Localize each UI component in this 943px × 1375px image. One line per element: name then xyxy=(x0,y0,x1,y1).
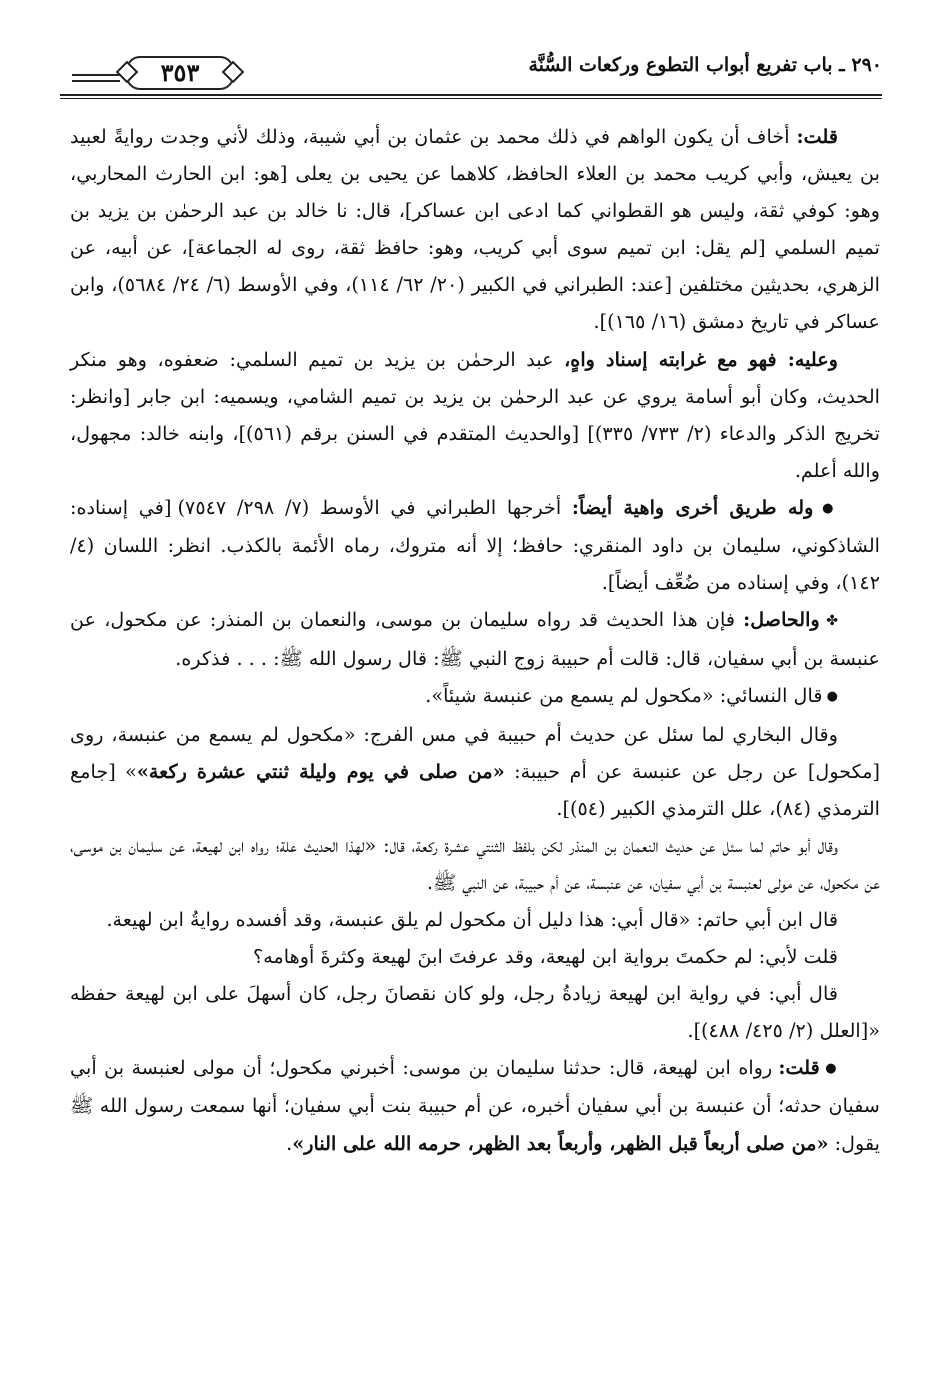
paragraph xyxy=(70,601,880,677)
paragraph xyxy=(70,1049,880,1161)
bold-text: قلت: xyxy=(796,125,838,148)
text-run: وقال البخاري لما سئل عن حديث أم حبيبة في مس الفرج: «مكحول لم يسمع من عنبسة، روى [مكحول] عن رجل عن عنبسة عن أم حبيبة: xyxy=(70,722,880,783)
paragraph xyxy=(70,901,880,938)
text-run: قال النسائي: «مكحول لم يسمع من عنبسة شيئاً». xyxy=(425,684,823,708)
bold-text: «من صلى في يوم وليلة ثنتي عشرة ركعة» xyxy=(136,759,505,783)
header-rule xyxy=(60,98,882,99)
paragraph xyxy=(70,716,880,827)
text-run: أخرجها الطبراني في الأوسط (٧/ ٢٩٨/ ٧٥٤٧) [في إسناده: الشاذكوني، سليمان بن داود المنقري: حافظ؛ إلا أنه متروك، رماه الأئمة بالكذب. انظر: اللسان (٤/ ١٤٢)، وفي إسناده من ضُعِّف أيضاً]. xyxy=(70,495,880,595)
bold-text: وله طريق أخرى واهية أيضاً: xyxy=(571,495,814,519)
paragraph xyxy=(70,938,880,975)
bold-text: قلت: xyxy=(778,1056,820,1080)
text-run: عبد الرحمٰن بن يزيد بن تميم السلمي: ضعفوه، وهو منكر الحديث، وكان أبو أسامة يروي عن عبد الرحمٰن بن يزيد بن تميم الشامي، ويسميه: ابن جابر [وانظر: تخريج الذكر والدعاء (٢/ ٧٣٣/ ٣٣٥)] [والحديث المتقدم في السنن برقم (٥٦١)]، وابنه خالد: مجهول، والله أعلم. xyxy=(70,347,881,482)
paragraph xyxy=(70,827,880,901)
paragraph xyxy=(70,489,880,601)
running-header xyxy=(60,42,882,98)
bold-text: «من صلى أربعاً قبل الظهر، وأربعاً بعد الظهر، حرمه الله على النار» xyxy=(292,1131,829,1155)
ornament-line xyxy=(72,74,120,76)
text-run: قال أبي: في رواية ابن لهيعة زيادةُ رجل، ولو كان نقصانَ رجل، كان أسهلَ على ابن لهيعة حفظه «[العلل (٢/ ٤٢٥/ ٤٨٨)]. xyxy=(70,982,880,1043)
text-run: . xyxy=(286,1131,293,1155)
text-run: قال ابن أبي حاتم: «قال أبي: هذا دليل أن مكحول لم يلق عنبسة، وقد أفسده روايةُ ابن لهيعة. xyxy=(106,907,838,931)
bold-text: فهو مع غرابته إسناد واهٍ، xyxy=(564,347,788,371)
bold-text: وعليه: xyxy=(787,347,838,371)
paragraph xyxy=(70,118,880,341)
text-run: أخاف أن يكون الواهم في ذلك محمد بن عثمان بن أبي شيبة، وذلك لأني وجدت روايةً لعبيد بن يعيش، وأبي كريب محمد بن العلاء الحافظ، كلاهما عن يحيى بن يعلى [هو: ابن الحارث المحاربي، وهو: كوفي ثقة، وليس هو القطواني كما ادعى ابن عساكر]، قال: نا خالد بن عبد الرحمٰن بن يزيد بن تميم السلمي [لم يقل: ابن تميم سوى أبي كريب، وهو: حافظ ثقة، روى له الجماعة]، عن أبيه، عن الزهري، بحديثين مختلفين [عند: الطبراني في الكبير (٢٠/ ٦٢/ ١١٤)، وفي الأوسط (٦/ ٢٤/ ٥٦٨٤)، وابن عساكر في تاريخ دمشق (١٦/ ١٦٥)]. xyxy=(70,125,880,334)
ornament-line xyxy=(72,80,120,82)
chapter-title: ٢٩٠ ـ باب تفريع أبواب التطوع وركعات السُّنَّة xyxy=(528,54,882,76)
text-run: وقال أبو حاتم لما سئل عن حديث النعمان بن المنذر لكن بلفظ الثنتي عشرة ركعة، قال: «لهذا الحديث علة؛ رواه ابن لهيعة، عن سليمان بن موسى، عن مكحول، عن مولى لعنبسة بن أبي سفيان، عن عنبسة، عن أم حبيبة، عن النبي ﷺ. xyxy=(70,833,880,894)
paragraph xyxy=(70,341,880,489)
main-text xyxy=(70,118,880,1162)
text-run: » [جامع الترمذي (٨٤)، علل الترمذي الكبير (٥٤)]. xyxy=(70,759,880,820)
page-number: ٣٥٣ xyxy=(126,56,234,90)
header-rule xyxy=(60,94,882,96)
paragraph xyxy=(70,975,880,1049)
page-number-ornament xyxy=(72,56,292,88)
text-run: فإن هذا الحديث قد رواه سليمان بن موسى، والنعمان بن المنذر: عن مكحول، عن عنبسة بن أبي سفيان، قال: قالت أم حبيبة زوج النبي ﷺ: قال رسول الله ﷺ: . . . فذكره. xyxy=(70,608,880,671)
text-run: قلت لأبي: لم حكمتَ برواية ابن لهيعة، وقد عرفتَ ابنَ لهيعة وكثرةَ أوهامه؟ xyxy=(253,945,838,969)
bold-text: والحاصل: xyxy=(743,608,820,632)
text-run: رواه ابن لهيعة، قال: حدثنا سليمان بن موسى: أخبرني مكحول؛ أن مولى لعنبسة بن أبي سفيان حدثه؛ أن عنبسة بن أبي سفيان أخبره، عن أم حبيبة بنت أبي سفيان؛ أنها سمعت رسول الله ﷺ يقول: xyxy=(70,1056,880,1155)
paragraph xyxy=(70,677,880,715)
